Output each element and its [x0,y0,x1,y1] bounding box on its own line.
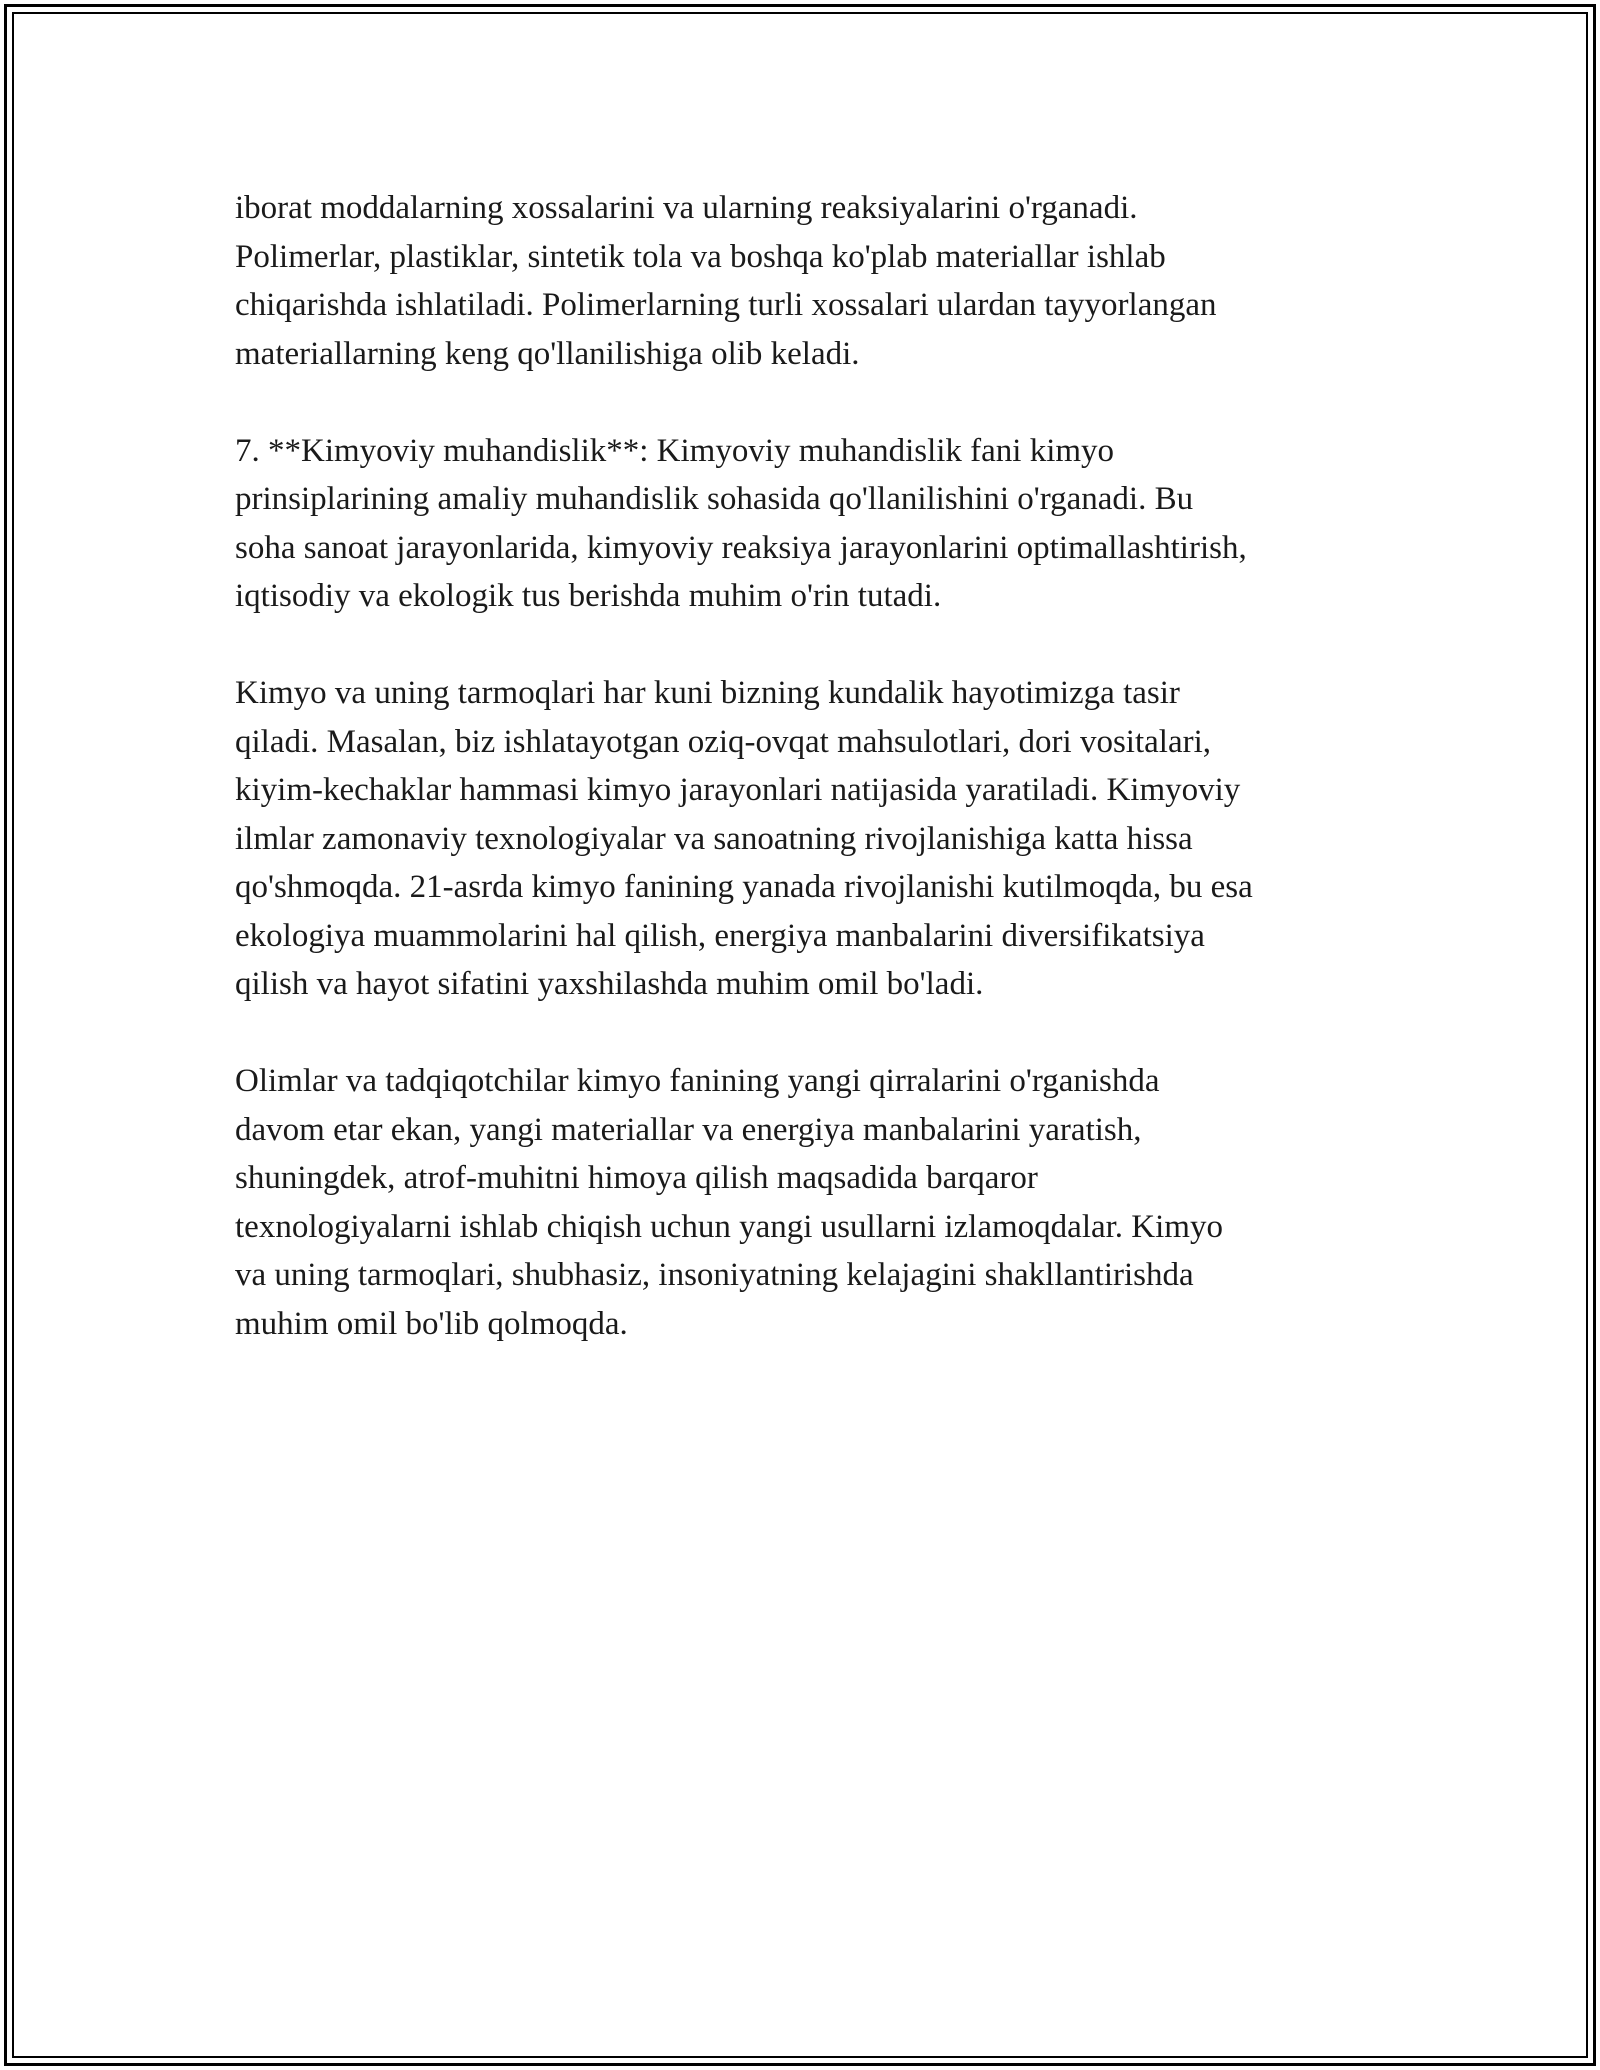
paragraph-researchers-future: Olimlar va tadqiqotchilar kimyo fanining yangi qirralarini o'rganishda davom etar ekan, yangi materiallar va energiya manbalarini yaratish, shuningdek, atrof-muhitni himoya qilish maqsadida barqaror texnologiyalarni ishlab chiqish uchun yangi usullarni izlamoqdalar. Kimyo va uning tarmoqlari, shubhasiz, insoniyatning kelajagini shakllantirishda muhim omil bo'lib qolmoqda. [235,1063,1223,1342]
paragraph-chemical-engineering: 7. **Kimyoviy muhandislik**: Kimyoviy muhandislik fani kimyo prinsiplarining amaliy muhandislik sohasida qo'llanilishini o'rganadi. Bu soha sanoat jarayonlarida, kimyoviy reaksiya jarayonlarini optimallashtirish, iqtisodiy va ekologik tus berishda muhim o'rin tutadi. [235,432,1247,614]
paragraph-chemistry-daily-life: Kimyo va uning tarmoqlari har kuni bizning kundalik hayotimizga tasir qiladi. Masalan, biz ishlatayotgan oziq-ovqat mahsulotlari, dori vositalari, kiyim-kechaklar hammasi kimyo jarayonlari natijasida yaratiladi. Kimyoviy ilmlar zamonaviy texnologiyalar va sanoatning rivojlanishiga katta hissa qo'shmoqda. 21-asrda kimyo fanining yanada rivojlanishi kutilmoqda, bu esa ekologiya muammolarini hal qilish, energiya manbalarini diversifikatsiya qilish va hayot sifatini yaxshilashda muhim omil bo'ladi. [235,675,1253,1002]
document-body [235,184,1370,1397]
paragraph-polymers-continued: iborat moddalarning xossalarini va ularning reaksiyalarini o'rganadi. Polimerlar, plastiklar, sintetik tola va boshqa ko'plab materiallar ishlab chiqarishda ishlatiladi. Polimerlarning turli xossalari ulardan tayyorlangan materiallarning keng qo'llanilishiga olib keladi. [235,190,1217,372]
